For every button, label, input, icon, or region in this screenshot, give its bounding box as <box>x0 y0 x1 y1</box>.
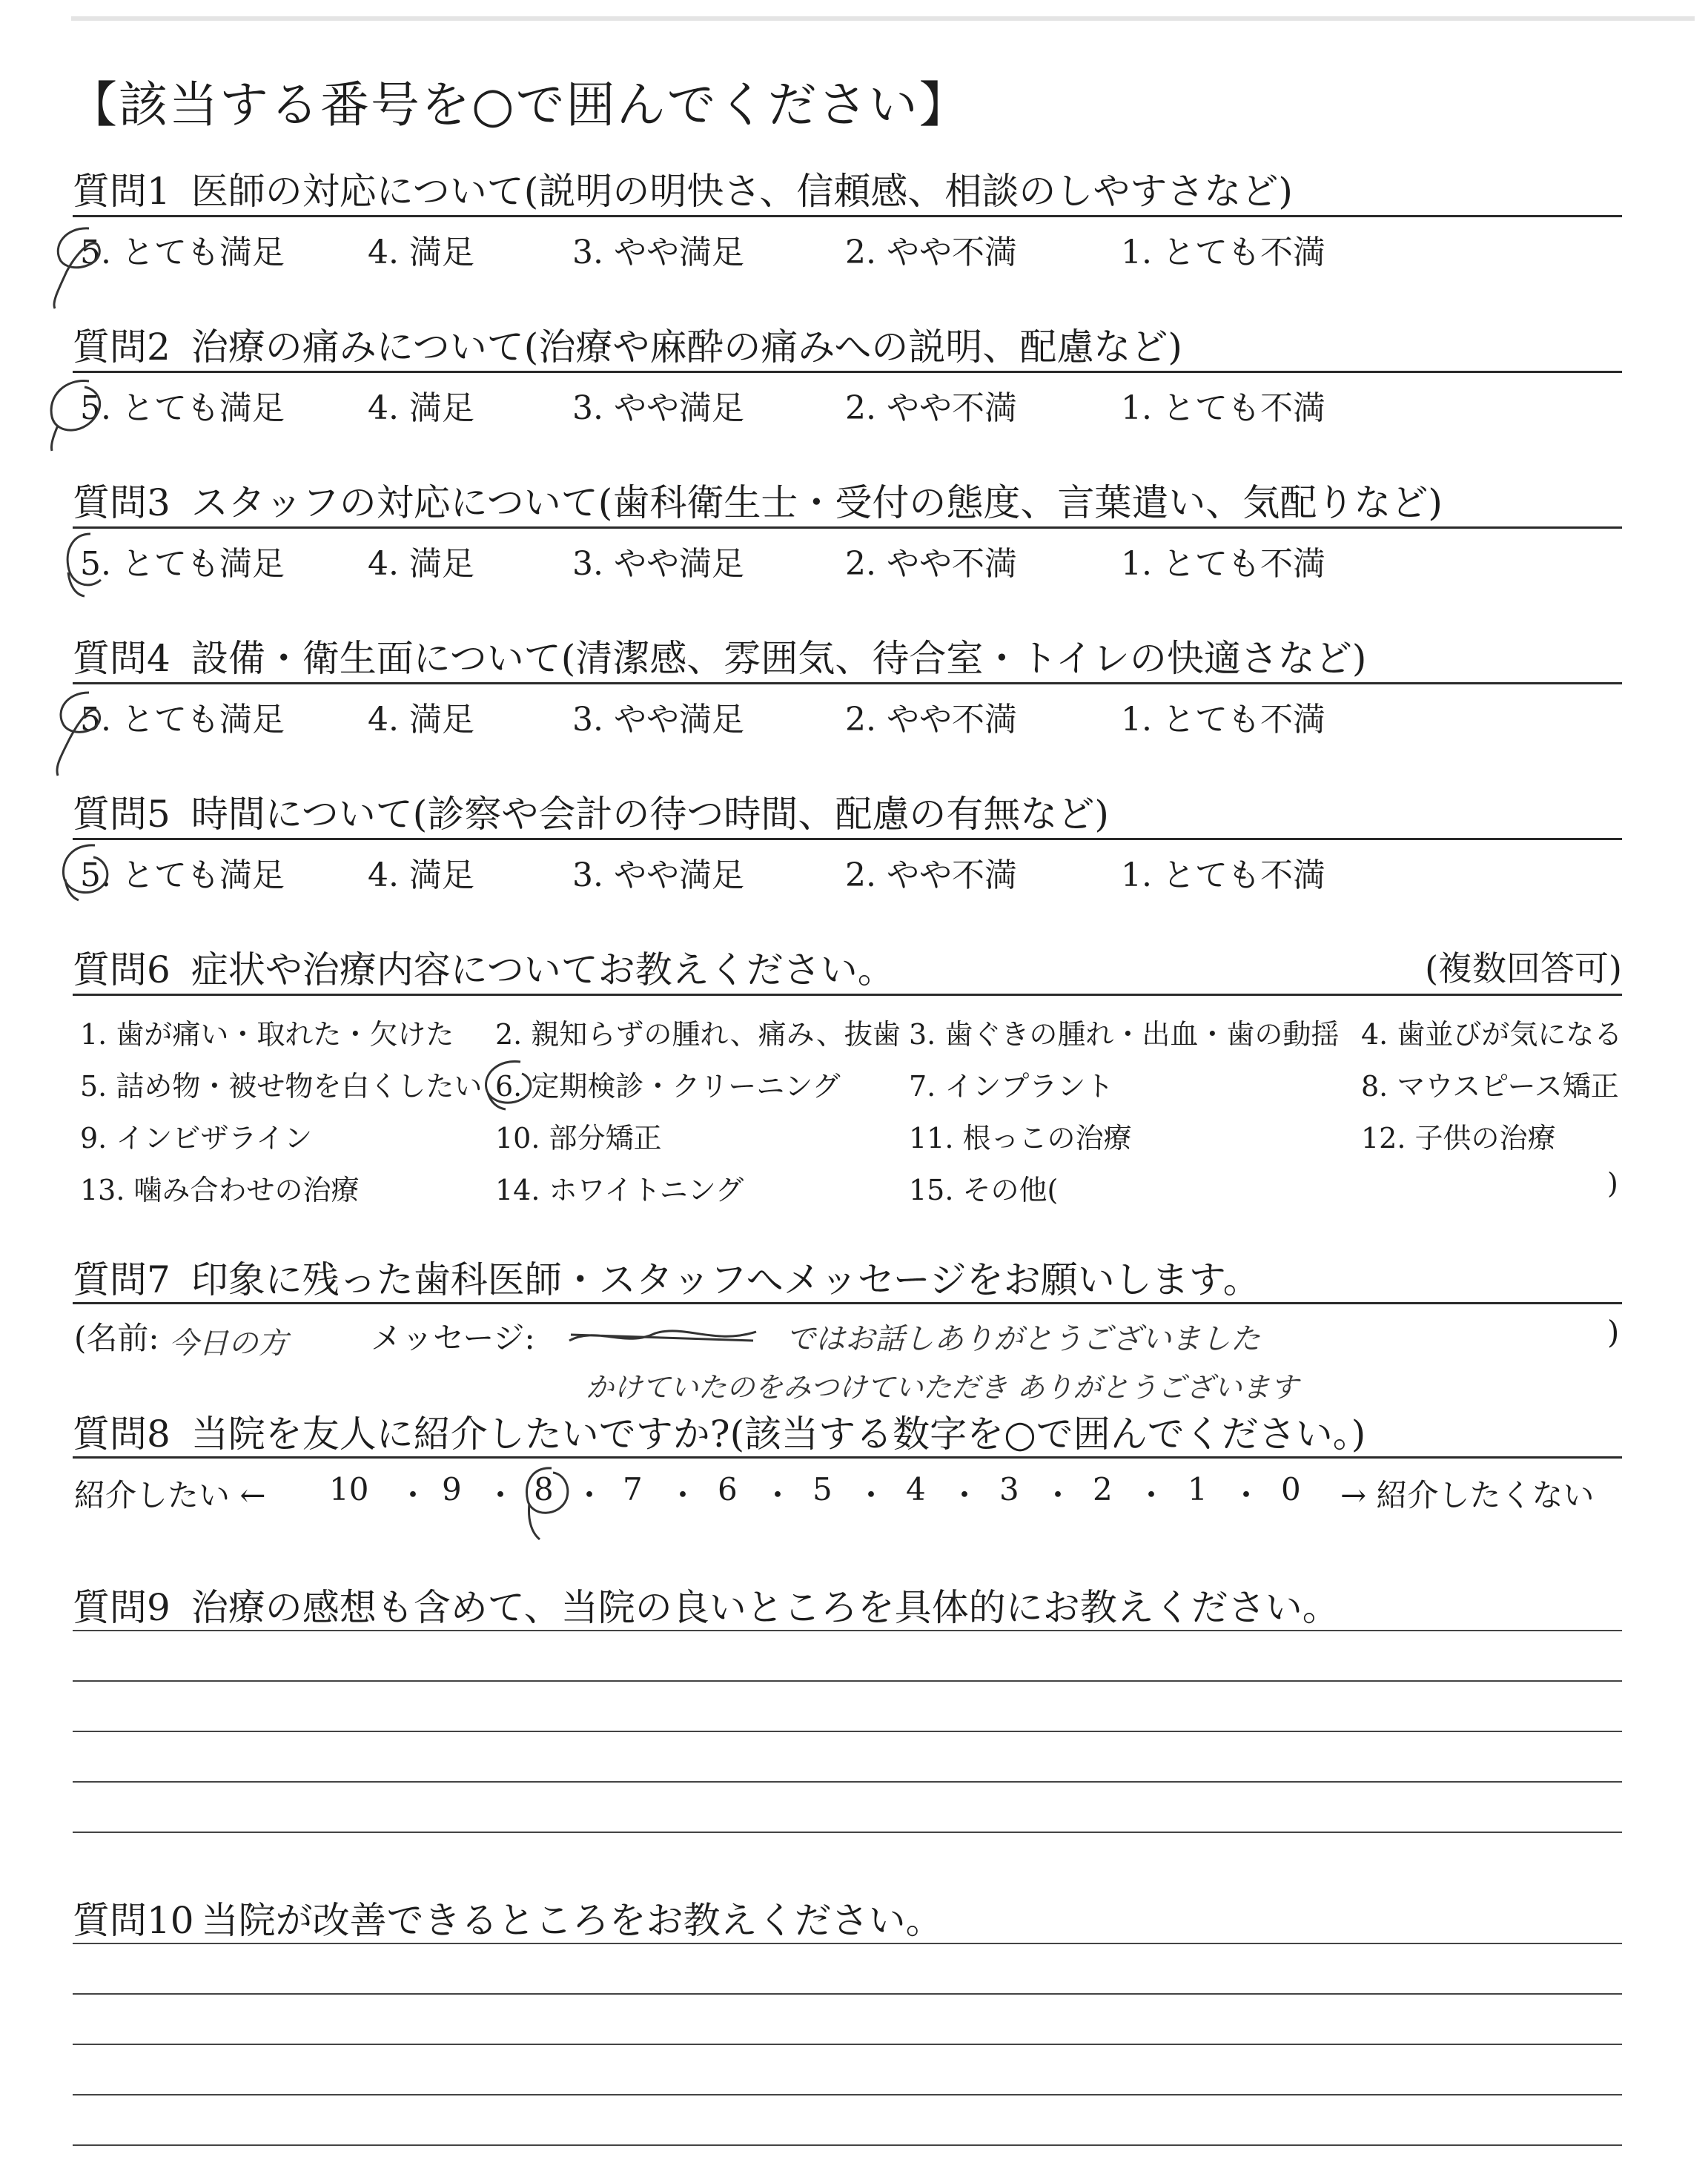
scale-7[interactable]: 7 <box>623 1471 643 1507</box>
q6-choice-15[interactable]: 15. その他( <box>909 1174 1059 1206</box>
q1-option-2[interactable]: 2. やや不満 <box>845 234 1017 271</box>
q9-answer-line[interactable] <box>73 1731 1622 1732</box>
q6-choice-11[interactable]: 11. 根っこの治療 <box>909 1122 1132 1155</box>
question-6-text: 症状や治療内容についてお教えください。 <box>191 948 895 991</box>
question-5 <box>73 785 1109 838</box>
question-9-text: 治療の感想も含めて、当院の良いところを具体的にお教えください。 <box>191 1586 1340 1629</box>
question-10-text: 当院が改善できるところをお教えください。 <box>201 1899 943 1942</box>
scale-dot: ・ <box>1136 1477 1168 1513</box>
question-3-rule <box>73 526 1622 529</box>
question-4 <box>73 629 1366 682</box>
q10-answer-line[interactable] <box>73 2044 1622 2045</box>
q2-option-4[interactable]: 4. 満足 <box>368 389 474 427</box>
scale-dot: ・ <box>397 1477 429 1513</box>
q6-other-close-paren: ) <box>1607 1167 1618 1200</box>
q10-answer-line[interactable] <box>73 2144 1622 2146</box>
q2-option-1[interactable]: 1. とても不満 <box>1121 389 1325 427</box>
question-4-number: 質問4 <box>73 637 171 680</box>
q4-option-1[interactable]: 1. とても不満 <box>1121 701 1325 739</box>
scale-dot: ・ <box>667 1477 699 1513</box>
scale-dot: ・ <box>1042 1477 1074 1513</box>
q1-option-1[interactable]: 1. とても不満 <box>1121 234 1325 271</box>
question-4-text: 設備・衛生面について(清潔感、雰囲気、待合室・トイレの快適さなど) <box>191 637 1367 680</box>
q5-option-3[interactable]: 3. やや満足 <box>572 856 744 894</box>
q3-option-4[interactable]: 4. 満足 <box>368 545 474 583</box>
question-9 <box>73 1578 1340 1631</box>
scale-dot: ・ <box>1231 1477 1262 1513</box>
q9-answer-line[interactable] <box>73 1630 1622 1631</box>
q6-choice-7[interactable]: 7. インプラント <box>909 1070 1114 1103</box>
q3-option-3[interactable]: 3. やや満足 <box>572 545 744 583</box>
question-6 <box>73 940 895 994</box>
q9-answer-line[interactable] <box>73 1680 1622 1682</box>
q7-message-line-2[interactable]: かけていたのをみつけていただき ありがとうございます <box>586 1371 1299 1404</box>
question-8 <box>73 1404 1366 1458</box>
q3-option-2[interactable]: 2. やや不満 <box>845 545 1017 583</box>
q4-option-3[interactable]: 3. やや満足 <box>572 701 744 739</box>
question-2 <box>73 317 1182 371</box>
scale-9[interactable]: 9 <box>442 1471 462 1507</box>
scale-3[interactable]: 3 <box>999 1471 1019 1507</box>
scale-dot: ・ <box>574 1477 606 1513</box>
q1-option-4[interactable]: 4. 満足 <box>368 234 474 271</box>
question-3-number: 質問3 <box>73 481 171 524</box>
q3-option-1[interactable]: 1. とても不満 <box>1121 545 1325 583</box>
q2-option-2[interactable]: 2. やや不満 <box>845 389 1017 427</box>
multiple-answers-note: (複数回答可) <box>1425 948 1622 988</box>
question-10-number: 質問10 <box>73 1899 194 1942</box>
form-title: 【該当する番号を○で囲んでください】 <box>68 76 970 133</box>
q10-answer-line[interactable] <box>73 1993 1622 1995</box>
question-2-number: 質問2 <box>73 326 171 369</box>
question-6-number: 質問6 <box>73 948 171 991</box>
scale-5[interactable]: 5 <box>812 1471 833 1507</box>
question-3-text: スタッフの対応について(歯科衛生士・受付の態度、言葉遣い、気配りなど) <box>191 481 1443 524</box>
q6-choice-8[interactable]: 8. マウスピース矯正 <box>1361 1070 1619 1103</box>
q5-option-2[interactable]: 2. やや不満 <box>845 856 1017 894</box>
q1-selection-circle <box>44 219 111 316</box>
q3-option-5[interactable]: 5. とても満足 <box>80 545 285 583</box>
q5-option-1[interactable]: 1. とても不満 <box>1121 856 1325 894</box>
question-1-number: 質問1 <box>73 170 171 213</box>
scale-10[interactable]: 10 <box>329 1471 369 1507</box>
question-5-text: 時間について(診察や会計の待つ時間、配慮の有無など) <box>191 793 1109 836</box>
q6-choice-12[interactable]: 12. 子供の治療 <box>1361 1122 1556 1155</box>
q2-option-5[interactable]: 5. とても満足 <box>80 389 285 427</box>
question-2-rule <box>73 371 1622 373</box>
q1-option-5[interactable]: 5. とても満足 <box>80 234 285 271</box>
scale-4[interactable]: 4 <box>906 1471 926 1507</box>
q6-choice-9[interactable]: 9. インビザライン <box>80 1122 313 1155</box>
q5-option-4[interactable]: 4. 満足 <box>368 856 474 894</box>
question-2-text: 治療の痛みについて(治療や麻酔の痛みへの説明、配慮など) <box>191 326 1182 369</box>
scale-0[interactable]: 0 <box>1281 1471 1301 1507</box>
q4-option-5[interactable]: 5. とても満足 <box>80 701 285 739</box>
q7-name-label: (名前: <box>74 1320 159 1356</box>
q6-choice-4[interactable]: 4. 歯並びが気になる <box>1361 1018 1623 1051</box>
q9-answer-line[interactable] <box>73 1781 1622 1783</box>
question-5-rule <box>73 838 1622 840</box>
question-7-number: 質問7 <box>73 1258 171 1301</box>
q7-close-paren: ) <box>1607 1314 1620 1350</box>
scale-dot: ・ <box>855 1477 887 1513</box>
q4-option-4[interactable]: 4. 満足 <box>368 701 474 739</box>
scale-dot: ・ <box>485 1477 517 1513</box>
question-1 <box>73 162 1293 215</box>
question-10 <box>73 1891 943 1944</box>
scale-2[interactable]: 2 <box>1093 1471 1113 1507</box>
q7-name-handwritten[interactable]: 今日の方 <box>169 1327 288 1361</box>
q6-selection-circle <box>477 1056 540 1112</box>
q6-choice-14[interactable]: 14. ホワイトニング <box>495 1174 744 1206</box>
question-8-rule <box>73 1456 1622 1459</box>
q6-choice-3[interactable]: 3. 歯ぐきの腫れ・出血・歯の動揺 <box>909 1018 1340 1051</box>
q8-selection-circle <box>517 1462 577 1544</box>
q6-choice-1[interactable]: 1. 歯が痛い・取れた・欠けた <box>80 1018 454 1051</box>
scale-6[interactable]: 6 <box>718 1471 738 1507</box>
scale-1[interactable]: 1 <box>1188 1471 1208 1507</box>
question-8-text: 当院を友人に紹介したいですか?(該当する数字を○で囲んでください。) <box>191 1413 1366 1456</box>
question-6-rule <box>73 994 1622 996</box>
q7-message-line-1[interactable]: ではお話しありがとうございました <box>786 1322 1260 1356</box>
q5-selection-circle <box>55 839 114 906</box>
scale-dot: ・ <box>762 1477 794 1513</box>
question-7-text: 印象に残った歯科医師・スタッフへメッセージをお願いします。 <box>191 1258 1260 1301</box>
question-8-number: 質問8 <box>73 1413 171 1456</box>
q6-choice-5[interactable]: 5. 詰め物・被せ物を白くしたい <box>80 1070 483 1103</box>
q6-choice-2[interactable]: 2. 親知らずの腫れ、痛み、抜歯 <box>495 1018 901 1051</box>
q2-option-3[interactable]: 3. やや満足 <box>572 389 744 427</box>
q5-option-5[interactable]: 5. とても満足 <box>80 856 285 894</box>
q4-selection-circle <box>46 685 113 782</box>
question-9-number: 質問9 <box>73 1586 171 1629</box>
question-5-number: 質問5 <box>73 793 171 836</box>
q10-answer-line[interactable] <box>73 2094 1622 2095</box>
q6-choice-13[interactable]: 13. 噛み合わせの治療 <box>80 1174 360 1206</box>
question-1-rule <box>73 215 1622 217</box>
question-7 <box>73 1250 1260 1304</box>
question-4-rule <box>73 682 1622 684</box>
scale-dot: ・ <box>949 1477 981 1513</box>
recommend-right-label: → 紹介したくない <box>1340 1477 1595 1513</box>
q7-message-label: メッセージ: <box>371 1320 535 1356</box>
q10-answer-line[interactable] <box>73 1943 1622 1944</box>
q6-choice-6[interactable]: 6. 定期検診・クリーニング <box>495 1070 841 1103</box>
question-3 <box>73 473 1443 526</box>
recommend-left-label: 紹介したい ← <box>74 1477 266 1513</box>
q9-answer-line[interactable] <box>73 1832 1622 1833</box>
q4-option-2[interactable]: 2. やや不満 <box>845 701 1017 739</box>
q3-selection-circle <box>58 528 110 602</box>
q6-choice-10[interactable]: 10. 部分矯正 <box>495 1122 662 1155</box>
question-1-text: 医師の対応について(説明の明快さ、信頼感、相談のしやすさなど) <box>191 170 1293 213</box>
q7-strikethrough-scribble <box>566 1318 759 1355</box>
q2-selection-circle <box>43 374 110 455</box>
q1-option-3[interactable]: 3. やや満足 <box>572 234 744 271</box>
question-7-rule <box>73 1302 1622 1304</box>
scale-8[interactable]: 8 <box>534 1471 554 1507</box>
scan-top-edge <box>71 16 1695 21</box>
